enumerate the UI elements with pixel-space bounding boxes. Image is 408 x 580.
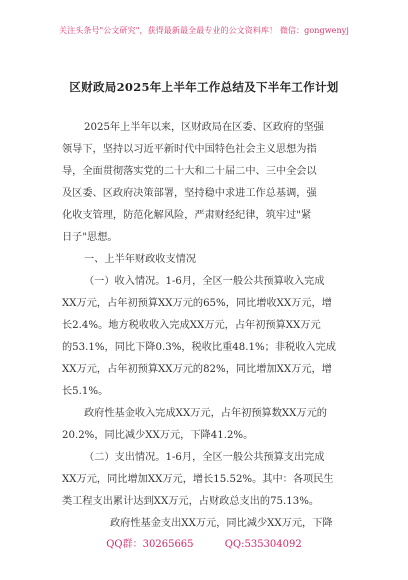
body-line: 政府性基金支出XX万元，同比减少XX万元，下降 xyxy=(110,518,333,529)
body-line: XX万元，占年初预算XX万元的65%，同比增收XX万元，增 xyxy=(62,298,332,309)
footer-qq-group: QQ群：30265665 xyxy=(106,539,194,550)
body-line: （一）收入情况。1-6月，全区一般公共预算收入完成 xyxy=(84,276,325,287)
body-line: XX万元，占年初预算XX万元的82%，同比增加XX万元，增 xyxy=(62,364,332,375)
body-line: 及区委、区政府决策部署，坚持稳中求进工作总基调，强 xyxy=(62,188,317,199)
body-line: 2025年上半年以来，区财政局在区委、区政府的坚强 xyxy=(84,122,324,133)
footer-qq-number: QQ:535304092 xyxy=(224,539,302,550)
body-line: 长2.4%。地方税收收入完成XX万元，占年初预算XX万元 xyxy=(62,320,321,331)
body-line: XX万元，同比增加XX万元，增长15.52%。其中：各项民生 xyxy=(62,474,334,485)
body-line: 一、上半年财政收支情况 xyxy=(84,254,197,265)
body-line: 的53.1%，同比下降0.3%，税收比重48.1%；非税收入完成 xyxy=(62,342,336,353)
body-line: 长5.1%。 xyxy=(62,386,109,397)
body-line: 领导下，坚持以习近平新时代中国特色社会主义思想为指 xyxy=(62,144,317,155)
footer-contact xyxy=(0,535,408,550)
body-line: （二）支出情况。1-6月，全区一般公共预算支出完成 xyxy=(84,452,325,463)
body-line: 20.2%，同比减少XX万元，下降41.2%。 xyxy=(62,430,254,441)
document-title: 区财政局2025年上半年工作总结及下半年工作计划 xyxy=(69,80,339,94)
body-line: 日子"思想。 xyxy=(62,232,118,243)
header-banner: 关注头条号"公文研究"，获得最新最全最专业的公文资料库！ 微信：gongwenyj xyxy=(59,26,349,35)
body-line: 类工程支出累计达到XX万元，占财政总支出的75.13%。 xyxy=(62,496,320,507)
document-body xyxy=(62,117,356,535)
body-line: 化收支管理，防范化解风险，严肃财经纪律，筑牢过"紧 xyxy=(62,210,312,221)
body-line: 政府性基金收入完成XX万元，占年初预算数XX万元的 xyxy=(84,408,327,419)
body-line: 导，全面贯彻落实党的二十大和二十届二中、三中全会以 xyxy=(62,166,317,177)
